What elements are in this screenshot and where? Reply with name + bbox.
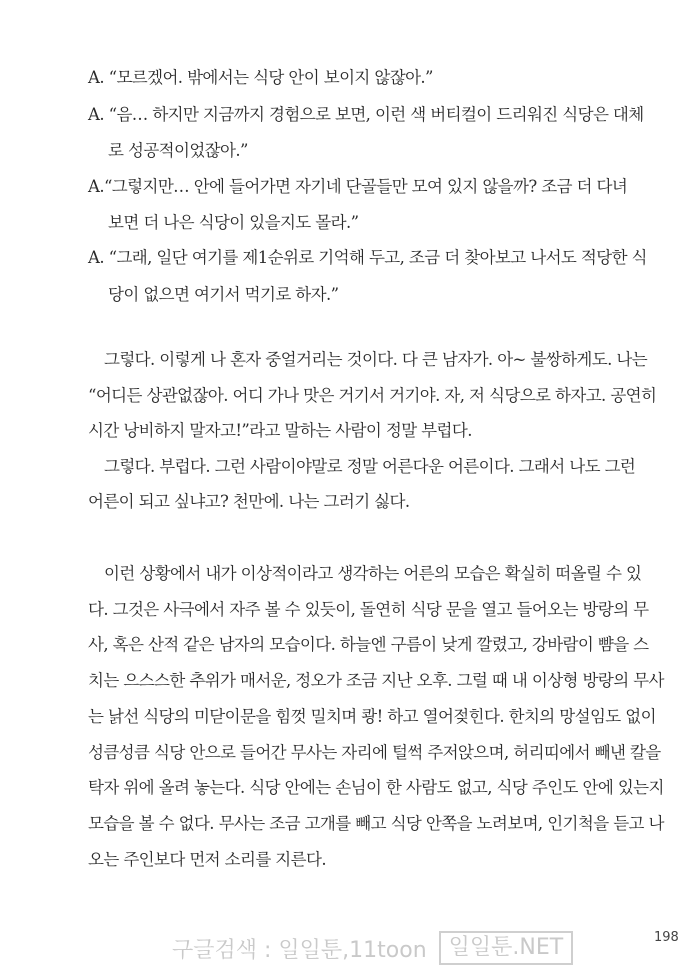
watermark bbox=[172, 930, 573, 966]
paragraph-line: 성큼성큼 식당 안으로 들어간 무사는 자리에 털썩 주저앉으며, 허리띠에서 빼낸 칼을 bbox=[88, 743, 661, 762]
paragraph-line: 탁자 위에 올려 놓는다. 식당 안에는 손님이 한 사람도 없고, 식당 주인도 안에 있는지 bbox=[88, 778, 664, 797]
paragraph-line: 다. 그것은 사극에서 자주 볼 수 있듯이, 돌연히 식당 문을 열고 들어오는 방랑의 무 bbox=[88, 600, 649, 619]
dialogue-line: A. “음… 하지만 지금까지 경험으로 보면, 이런 색 버티컬이 드리워진 식당은 대체 bbox=[88, 105, 644, 124]
paragraph-line: 이런 상황에서 내가 이상적이라고 생각하는 어른의 모습은 확실히 떠올릴 수 있 bbox=[104, 564, 642, 583]
paragraph-line: 어른이 되고 싶냐고? 천만에. 나는 그러기 싫다. bbox=[88, 492, 410, 511]
paragraph-line: 그렇다. 이렇게 나 혼자 중얼거리는 것이다. 다 큰 남자가. 아~ 불쌍하게도. 나는 bbox=[104, 350, 648, 369]
dialogue-line: 당이 없으면 여기서 먹기로 하자.” bbox=[108, 285, 339, 304]
page-number: 198 bbox=[654, 930, 679, 945]
paragraph-line: 모습을 볼 수 없다. 무사는 조금 고개를 빼고 식당 안쪽을 노려보며, 인기척을 듣고 나 bbox=[88, 814, 664, 833]
dialogue-line: A. “그래, 일단 여기를 제1순위로 기억해 두고, 조금 더 찾아보고 나서도 적당한 식 bbox=[88, 248, 647, 267]
paragraph-line: 시간 낭비하지 말자고!”라고 말하는 사람이 정말 부럽다. bbox=[88, 421, 472, 440]
paragraph-line: 사, 혹은 산적 같은 남자의 모습이다. 하늘엔 구름이 낮게 깔렸고, 강바람이 뺨을 스 bbox=[88, 635, 649, 654]
dialogue-line: A.“그렇지만… 안에 들어가면 자기네 단골들만 모여 있지 않을까? 조금 더 다녀 bbox=[88, 177, 628, 196]
dialogue-line: A. “모르겠어. 밖에서는 식당 안이 보이지 않잖아.” bbox=[88, 68, 433, 87]
dialogue-line: 로 성공적이었잖아.” bbox=[108, 141, 248, 160]
paragraph-line: 그렇다. 부럽다. 그런 사람이야말로 정말 어른다운 어른이다. 그래서 나도 그런 bbox=[104, 457, 636, 476]
paragraph-line: 오는 주인보다 먼저 소리를 지른다. bbox=[88, 850, 326, 869]
paragraph-line: “어디든 상관없잖아. 어디 가나 맛은 거기서 거기야. 자, 저 식당으로 하자고. 공연히 bbox=[88, 386, 657, 405]
dialogue-line: 보면 더 나은 식당이 있을지도 몰라.” bbox=[108, 213, 359, 232]
watermark-text: 구글검색 : 일일툰,11toon bbox=[172, 937, 427, 963]
paragraph-line: 는 낡선 식당의 미닫이문을 힘껏 밀치며 쾅! 하고 열어젖힌다. 한치의 망설임도 없이 bbox=[88, 707, 656, 726]
paragraph-line: 치는 으스스한 추위가 매서운, 정오가 조금 지난 오후. 그럴 때 내 이상형 방랑의 무사 bbox=[88, 671, 664, 690]
watermark-box: 일일툰.NET bbox=[439, 931, 574, 965]
